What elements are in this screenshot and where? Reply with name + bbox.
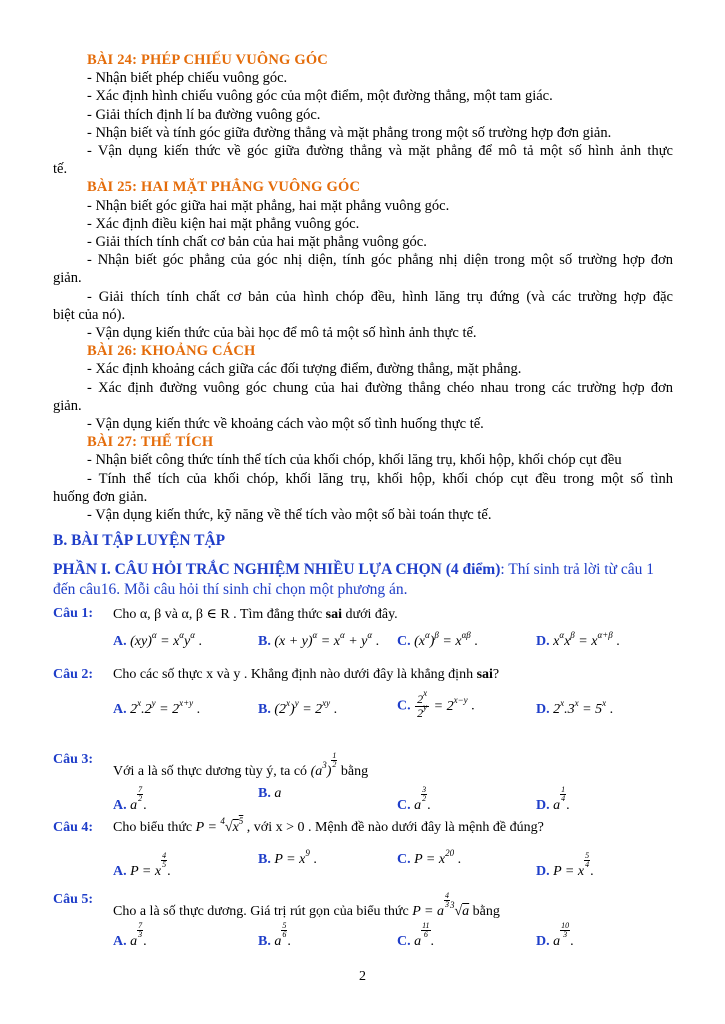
option-label: D. (536, 634, 550, 649)
lesson-line: biệt của nó). (53, 306, 126, 323)
question-text (113, 606, 398, 623)
option-a[interactable]: A. $2^x.2^y = 2^{x+y}$ . (113, 698, 201, 717)
option-label: C. (397, 934, 411, 949)
question-label: Câu 1: (53, 606, 94, 621)
question-text-part: Cho a là số thực dương. Giá trị rút gọn của biểu thức (113, 904, 413, 919)
option-c[interactable]: C. $\frac{2^x}{2^y}$ = $2^{x-y}$ . (397, 688, 475, 720)
option-formula: $P = x^{20}$ (414, 848, 455, 867)
option-formula: $P = x^9$ (274, 848, 310, 867)
question-formula: P = a $\frac{4}{3}$ $^3$√a (412, 891, 470, 919)
option-label: C. (397, 634, 411, 649)
question-formula: $P = ^4√x^5$ (195, 816, 244, 835)
option-formula: $(x^\alpha)^\beta = x^{\alpha\beta}$ (414, 630, 471, 649)
option-formula: a $\frac{3}{2}$ (414, 785, 427, 813)
option-label: D. (536, 864, 550, 879)
part-heading (53, 560, 673, 600)
option-formula: P = x $\frac{4}{5}$ (130, 851, 167, 879)
option-label: B. (258, 786, 271, 801)
option-label: A. (113, 934, 127, 949)
lesson-line: - Vận dụng kiến thức về góc giữa đường thẳng và mặt phẳng để mô tả một số hình ảnh thực (87, 143, 673, 160)
question-text-part: Cho các số thực x và y . Khẳng định nào dưới đây là khẳng định (113, 667, 477, 682)
lesson-list (53, 51, 673, 524)
lesson-line: - Nhận biết góc giữa hai mặt phẳng, hai mặt phẳng vuông góc. (87, 197, 450, 214)
question-label: Câu 3: (53, 752, 94, 767)
lesson-title: BÀI 25: HAI MẶT PHẲNG VUÔNG GÓC (87, 179, 361, 196)
question-text-part: bằng (337, 764, 369, 779)
option-formula: $(x + y)^\alpha = x^\alpha + y^\alpha$ (274, 630, 373, 649)
question-text-part: Cho biểu thức (113, 820, 196, 835)
option-formula: $2^x.3^x = 5^x$ (553, 698, 607, 717)
question-label: Câu 2: (53, 667, 94, 682)
question-formula: $(a^3)$ $\frac{1}{2}$ (310, 751, 337, 779)
question-emphasis: sai (325, 607, 342, 622)
option-b[interactable]: B. a $\frac{5}{6}$ . (258, 921, 291, 949)
option-b[interactable] (258, 786, 281, 802)
question-text-part: , với x > 0 . Mệnh đề nào dưới đây là mệnh đề đúng? (243, 820, 544, 835)
lesson-title: BÀI 26: KHOẢNG CÁCH (87, 343, 256, 360)
page-number: 2 (359, 969, 366, 984)
option-formula: a $\frac{11}{6}$ (414, 921, 430, 949)
option-label: C. (397, 798, 411, 813)
question (53, 752, 673, 812)
option-label: B. (258, 852, 271, 867)
option-b[interactable]: B. $(x + y)^\alpha = x^\alpha + y^\alpha$ . (258, 630, 380, 649)
option-label: C. (397, 698, 411, 714)
option-formula: $(2^x)^y = 2^{xy}$ (274, 698, 331, 717)
lesson-line: huống đơn giản. (53, 488, 148, 505)
option-formula: $x^\alpha x^\beta = x^{\alpha+\beta}$ (553, 630, 613, 649)
option-d[interactable]: D. a $\frac{1}{4}$ . (536, 785, 570, 813)
option-c[interactable]: C. $(x^\alpha)^\beta = x^{\alpha\beta}$ . (397, 630, 478, 649)
lesson-line: - Nhận biết công thức tính thể tích của khối chóp, khối lăng trụ, khối hộp, khối chóp cụt đều (87, 452, 622, 469)
lesson-line: - Xác định hình chiếu vuông góc của một điểm, một đường thẳng, một tam giác. (87, 88, 553, 105)
question-text (113, 892, 500, 920)
lesson-line: - Giải thích định lí ba đường vuông góc. (87, 106, 321, 123)
option-c[interactable]: C. a $\frac{11}{6}$ . (397, 921, 435, 949)
question-text-part: Cho α, β và α, β ∈ R . Tìm đẳng thức (113, 607, 326, 622)
option-label: A. (113, 798, 127, 813)
section-heading: B. BÀI TẬP LUYỆN TẬP (53, 532, 226, 549)
lesson-line: - Vận dụng kiến thức của bài học để mô tả một số hình ảnh thực tế. (87, 325, 477, 342)
option-a[interactable]: A. $(xy)^\alpha = x^\alpha y^\alpha$ . (113, 630, 202, 649)
option-d[interactable]: D. a $\frac{10}{3}$ . (536, 921, 574, 949)
lesson-line: - Vận dụng kiến thức về khoảng cách vào một số tình huống thực tế. (87, 416, 484, 433)
lesson-title: BÀI 24: PHÉP CHIẾU VUÔNG GÓC (87, 52, 328, 68)
question-label: Câu 4: (53, 820, 94, 835)
part-instruction: : Thí sinh trả lời từ câu 1 đến câu16. Mỗi câu hỏi thí sinh chỉ chọn một phương án. (53, 561, 654, 598)
question-label: Câu 5: (53, 892, 94, 907)
option-a[interactable]: A. a $\frac{7}{3}$ . (113, 921, 147, 949)
option-formula: a $\frac{5}{6}$ (274, 921, 287, 949)
part-title: PHẦN I. CÂU HỎI TRẮC NGHIỆM NHIỀU LỰA CHỌN (4 điểm) (53, 561, 501, 578)
option-label: B. (258, 634, 271, 649)
option-label: A. (113, 702, 127, 717)
lesson-line: - Xác định khoảng cách giữa các đối tượng điểm, đường thẳng, mặt phẳng. (87, 361, 522, 378)
lesson-line: - Nhận biết và tính góc giữa đường thẳng và mặt phẳng trong một số trường hợp đơn giản. (87, 124, 612, 141)
lesson-line: - Vận dụng kiến thức, kỹ năng về thể tích vào một số bài toán thực tế. (87, 507, 492, 524)
option-formula: a $\frac{10}{3}$ (553, 921, 570, 949)
option-formula: a $\frac{7}{3}$ (130, 921, 143, 949)
question-text (113, 752, 368, 780)
lesson-line: - Tính thể tích của khối chóp, khối lăng trụ, khối hộp, khối chóp cụt đều trong một số tình (87, 470, 673, 487)
question (53, 667, 673, 727)
option-d[interactable]: D. $2^x.3^x = 5^x$ . (536, 698, 614, 717)
question-text (113, 667, 499, 683)
option-formula: $2^x.2^y = 2^{x+y}$ (130, 698, 194, 717)
option-formula: a $\frac{7}{2}$ (130, 785, 143, 813)
question-text-part: Với a là số thực dương tùy ý, ta có (113, 764, 311, 779)
option-label: D. (536, 934, 550, 949)
lesson-line: - Nhận biết góc phẳng của góc nhị diện, tính góc phẳng nhị diện trong một số trường hợp đơn (87, 252, 673, 269)
option-b[interactable]: B. $(2^x)^y = 2^{xy}$ . (258, 698, 338, 717)
option-d[interactable]: D. P = x $\frac{5}{4}$ . (536, 851, 594, 879)
option-label: D. (536, 798, 550, 813)
question-text-part: ? (492, 667, 500, 682)
lesson-line: - Xác định đường vuông góc chung của hai đường thẳng chéo nhau trong các trường hợp đơn (87, 379, 673, 396)
lesson-line: - Giải thích tính chất cơ bản của hai mặt phẳng vuông góc. (87, 234, 427, 251)
lesson-line: giản. (53, 270, 82, 287)
option-c[interactable]: C. a $\frac{3}{2}$ . (397, 785, 431, 813)
lesson-line: tế. (53, 161, 68, 178)
option-formula: P = x $\frac{5}{4}$ (553, 851, 590, 879)
option-label: B. (258, 934, 271, 949)
option-a[interactable]: A. a $\frac{7}{2}$ . (113, 785, 147, 813)
lesson-line: - Xác định điều kiện hai mặt phẳng vuông góc. (87, 215, 360, 232)
option-a[interactable]: A. P = x $\frac{4}{5}$ . (113, 851, 171, 879)
lesson-line: giản. (53, 397, 82, 414)
option-formula: a (274, 786, 282, 801)
option-b[interactable]: B. $P = x^9$ . (258, 848, 317, 867)
option-formula: $\frac{2^x}{2^y}$ = $2^{x-y}$ (417, 688, 468, 720)
lesson-title: BÀI 27: THỂ TÍCH (87, 434, 214, 451)
option-d[interactable]: D. $x^\alpha x^\beta = x^{\alpha+\beta}$ . (536, 630, 620, 649)
question (53, 892, 673, 952)
lesson-line: - Nhận biết phép chiếu vuông góc. (87, 70, 288, 87)
option-label: B. (258, 702, 271, 717)
option-label: A. (113, 864, 127, 879)
option-c[interactable]: C. $P = x^{20}$ . (397, 848, 462, 867)
question-text-part: bằng (469, 904, 500, 919)
option-formula: $(xy)^\alpha = x^\alpha y^\alpha$ (130, 630, 195, 649)
question (53, 816, 673, 880)
question-emphasis: sai (476, 667, 493, 682)
option-label: C. (397, 852, 411, 867)
question (53, 606, 673, 666)
question-text (113, 816, 544, 836)
option-label: A. (113, 634, 127, 649)
option-formula: a $\frac{1}{4}$ (553, 785, 566, 813)
question-text-part: dưới đây. (342, 607, 398, 622)
lesson-line: - Giải thích tính chất cơ bản của hình chóp đều, hình lăng trụ đứng (và các trường hợp đặc (87, 288, 673, 305)
option-label: D. (536, 702, 550, 717)
